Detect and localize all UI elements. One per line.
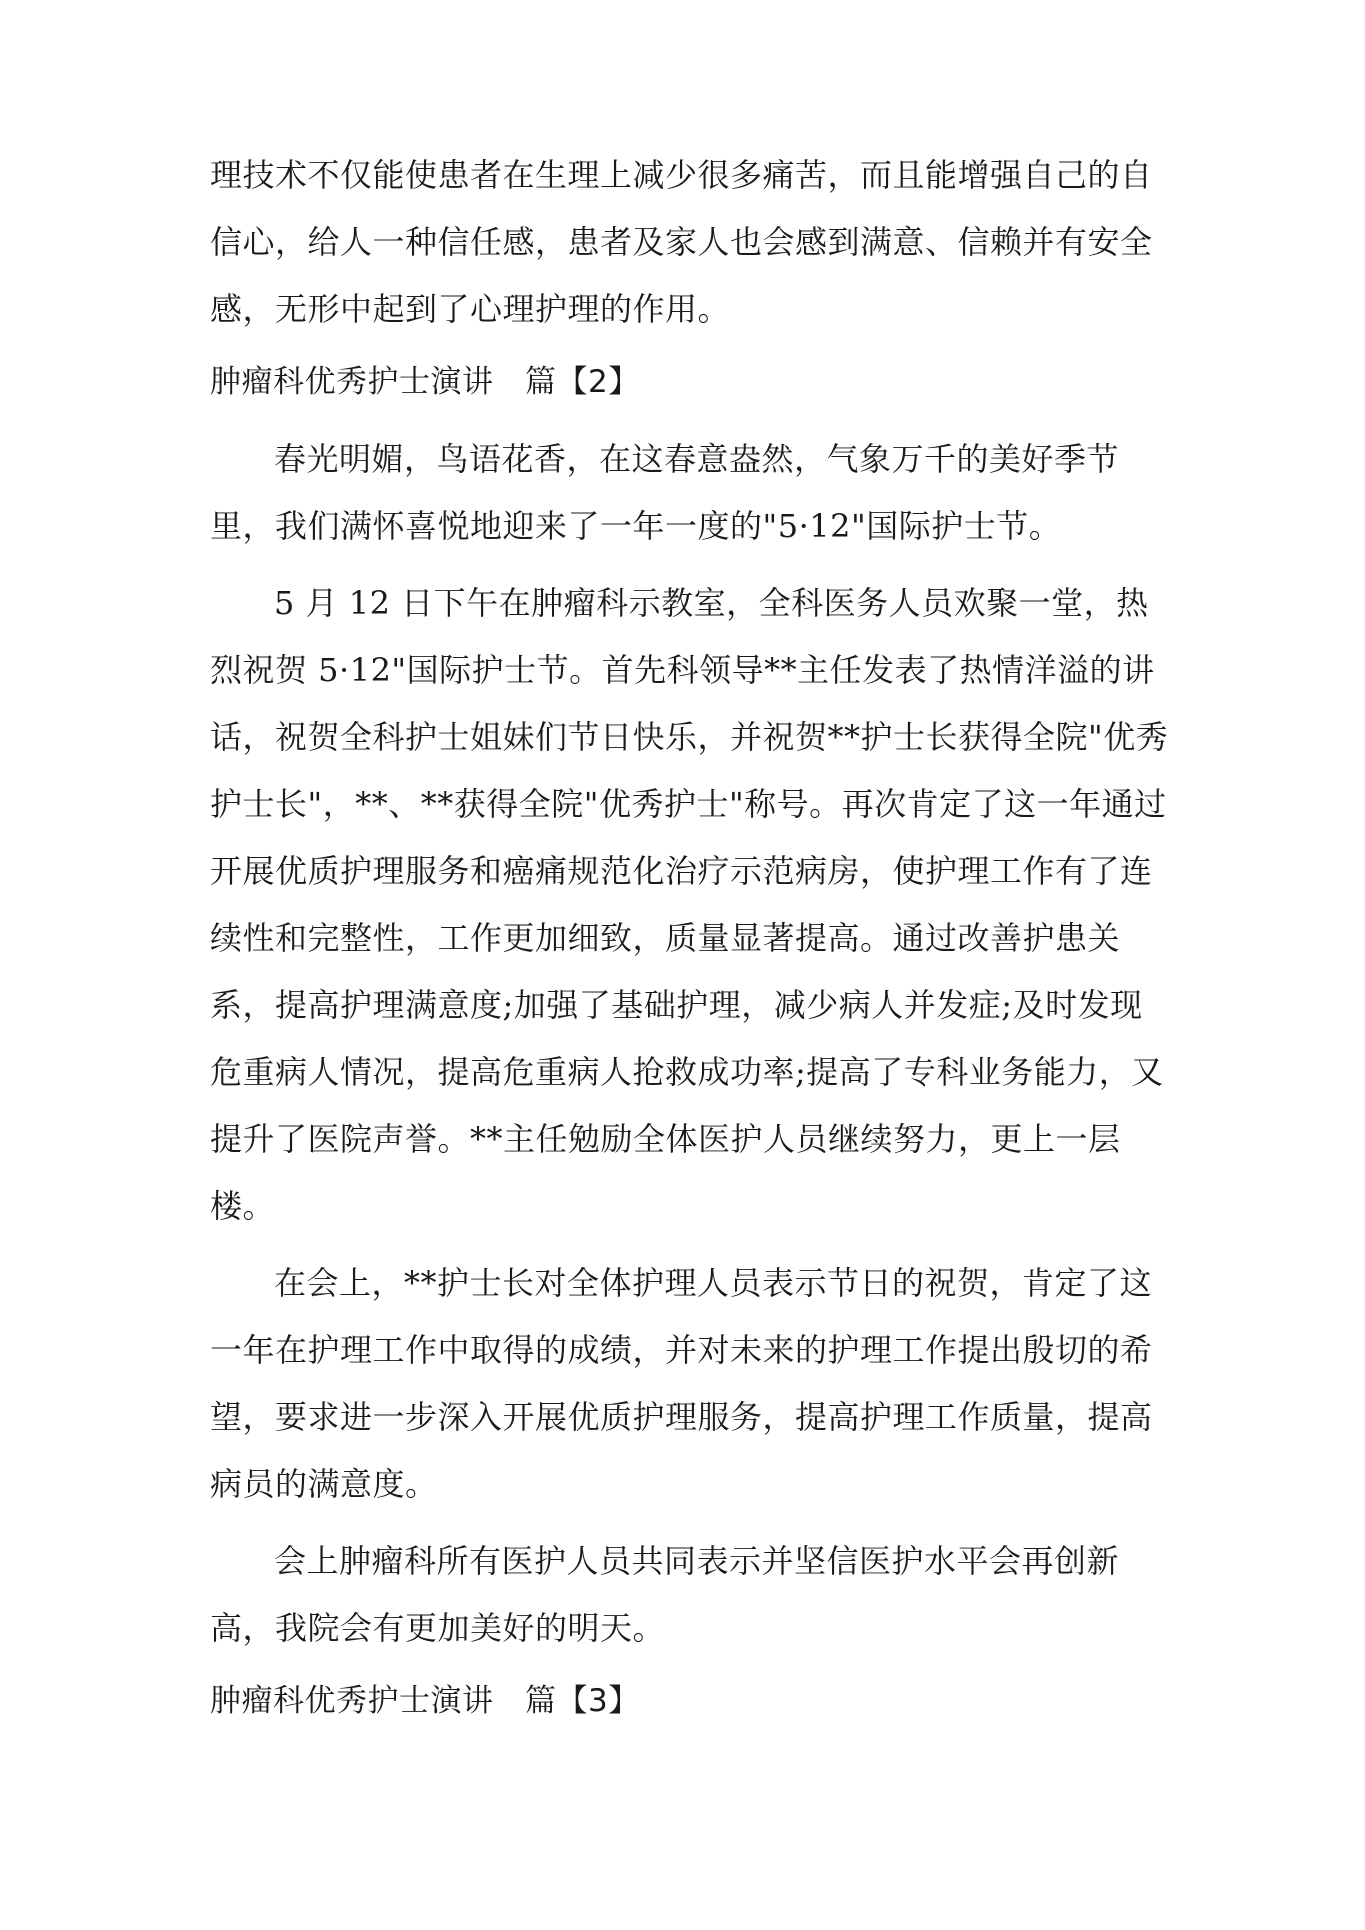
paragraph: 春光明媚，鸟语花香，在这春意盎然，气象万千的美好季节里，我们满怀喜悦地迎来了一年一度的"5·12"国际护士节。 bbox=[210, 440, 1120, 545]
paragraph-continuation: 理技术不仅能使患者在生理上减少很多痛苦，而且能增强自己的自信心，给人一种信任感，患者及家人也会感到满意、信赖并有安全感，无形中起到了心理护理的作用。 bbox=[210, 156, 1153, 328]
paragraph: 5 月 12 日下午在肿瘤科示教室，全科医务人员欢聚一堂，热烈祝贺 5·12"国际护士节。首先科领导**主任发表了热情洋溢的讲话，祝贺全科护士姐妹们节日快乐，并祝贺**护士长获得全院"优秀护士长"，**、**获得全院"优秀护士"称号。再次肯定了这一年通过开展优质护理服务和癌痛规范化治疗示范病房，使护理工作有了连续性和完整性，工作更加细致，质量显著提高。通过改善护患关系，提高护理满意度;加强了基础护理，减少病人并发症;及时发现危重病人情况，提高危重病人抢救成功率;提高了专科业务能力，又提升了医院声誉。**主任勉励全体医护人员继续努力，更上一层楼。 bbox=[210, 584, 1169, 1225]
section-heading-3: 肿瘤科优秀护士演讲 篇【3】 bbox=[210, 1683, 640, 1719]
paragraph: 在会上，**护士长对全体护理人员表示节日的祝贺，肯定了这一年在护理工作中取得的成绩，并对未来的护理工作提出殷切的希望，要求进一步深入开展优质护理服务，提高护理工作质量，提高病员的满意度。 bbox=[210, 1264, 1153, 1503]
paragraph: 会上肿瘤科所有医护人员共同表示并坚信医护水平会再创新高，我院会有更加美好的明天。 bbox=[210, 1542, 1120, 1647]
section-heading-2: 肿瘤科优秀护士演讲 篇【2】 bbox=[210, 364, 640, 400]
document-body bbox=[210, 142, 1170, 1735]
